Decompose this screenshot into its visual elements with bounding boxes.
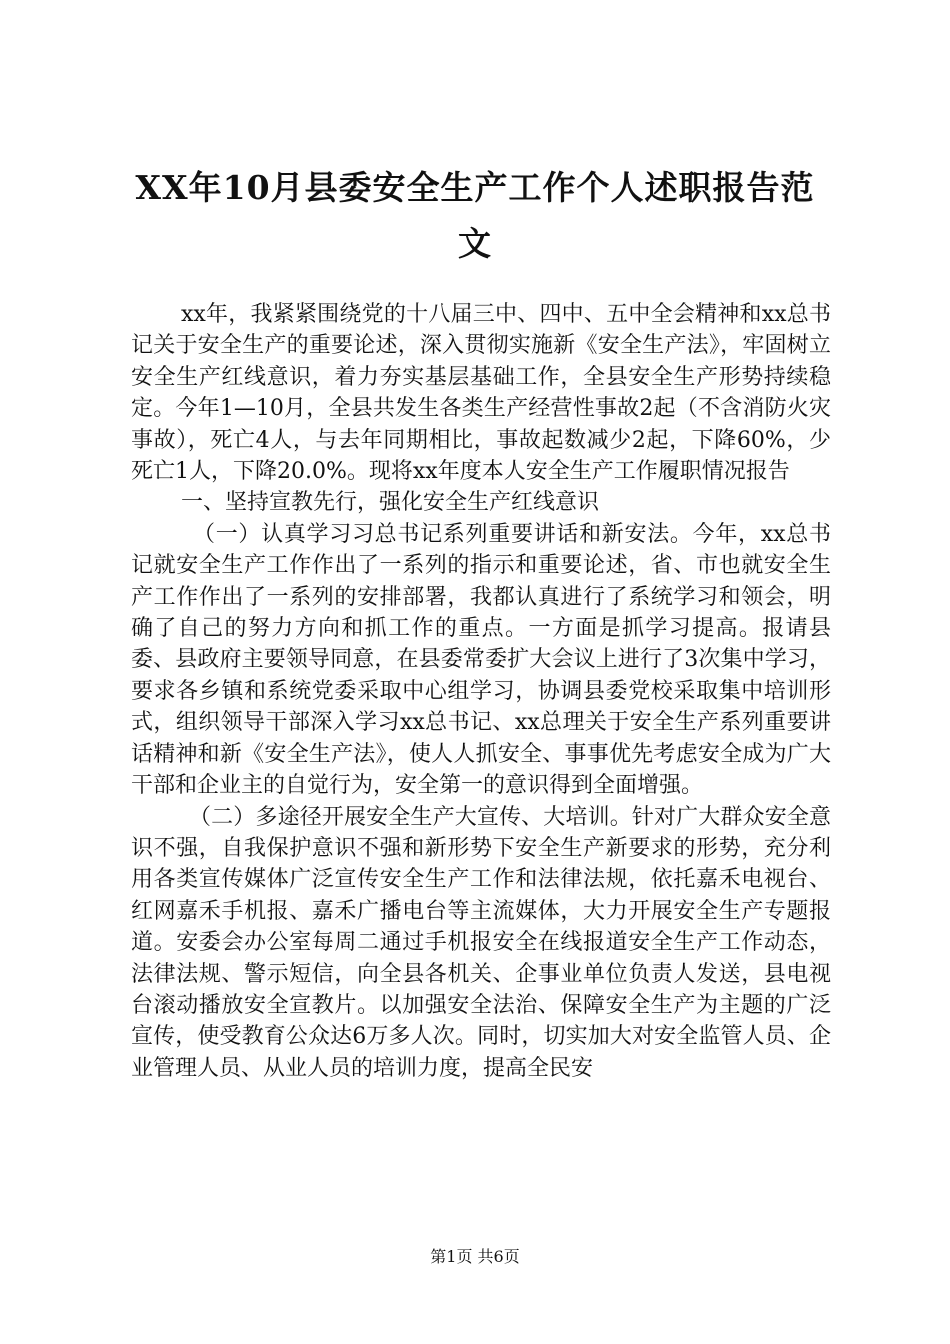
- document-title: XX年10月县委安全生产工作个人述职报告范文: [135, 168, 815, 263]
- intro-paragraph: xx年，我紧紧围绕党的十八届三中、四中、五中全会精神和xx总书记关于安全生产的重要论述，深入贯彻实施新《安全生产法》，牢固树立安全生产红线意识，着力夯实基层基础工作，全县安全生产形势持续稳定。今年1—10月，全县共发生各类生产经营性事故2起（不含消防火灾事故），死亡4人，与去年同期相比，事故起数减少2起，下降60%，少死亡1人，下降20.0%。现将xx年度本人安全生产工作履职情况报告: [131, 302, 831, 485]
- subsection-paragraph-1: （一）认真学习习总书记系列重要讲话和新安法。今年，xx总书记就安全生产工作作出了一系列的指示和重要论述，省、市也就安全生产工作作出了一系列的安排部署，我都认真进行了系统学习和领会，明确了自己的努力方向和抓工作的重点。一方面是抓学习提高。报请县委、县政府主要领导同意，在县委常委扩大会议上进行了3次集中学习，要求各乡镇和系统党委采取中心组学习，协调县委党校采取集中培训形式，组织领导干部深入学习xx总书记、xx总理关于安全生产系列重要讲话精神和新《安全生产法》，使人人抓安全、事事优先考虑安全成为广大干部和企业主的自觉行为，安全第一的意识得到全面增强。: [131, 521, 831, 799]
- page-number-footer: 第1页 共6页: [430, 1247, 520, 1266]
- document-body: [131, 299, 831, 1084]
- subsection-paragraph-2: （二）多途径开展安全生产大宣传、大培训。针对广大群众安全意识不强，自我保护意识不强和新形势下安全生产新要求的形势，充分利用各类宣传媒体广泛宣传安全生产工作和法律法规，依托嘉禾电视台、红网嘉禾手机报、嘉禾广播电台等主流媒体，大力开展安全生产专题报道。安委会办公室每周二通过手机报安全在线报道安全生产工作动态，法律法规、警示短信，向全县各机关、企事业单位负责人发送，县电视台滚动播放安全宣教片。以加强安全法治、保障安全生产为主题的广泛宣传，使受教育公众达6万多人次。同时，切实加大对安全监管人员、企业管理人员、从业人员的培训力度，提高全民安: [131, 804, 831, 1081]
- section-heading: 一、坚持宣教先行，强化安全生产红线意识: [181, 490, 600, 516]
